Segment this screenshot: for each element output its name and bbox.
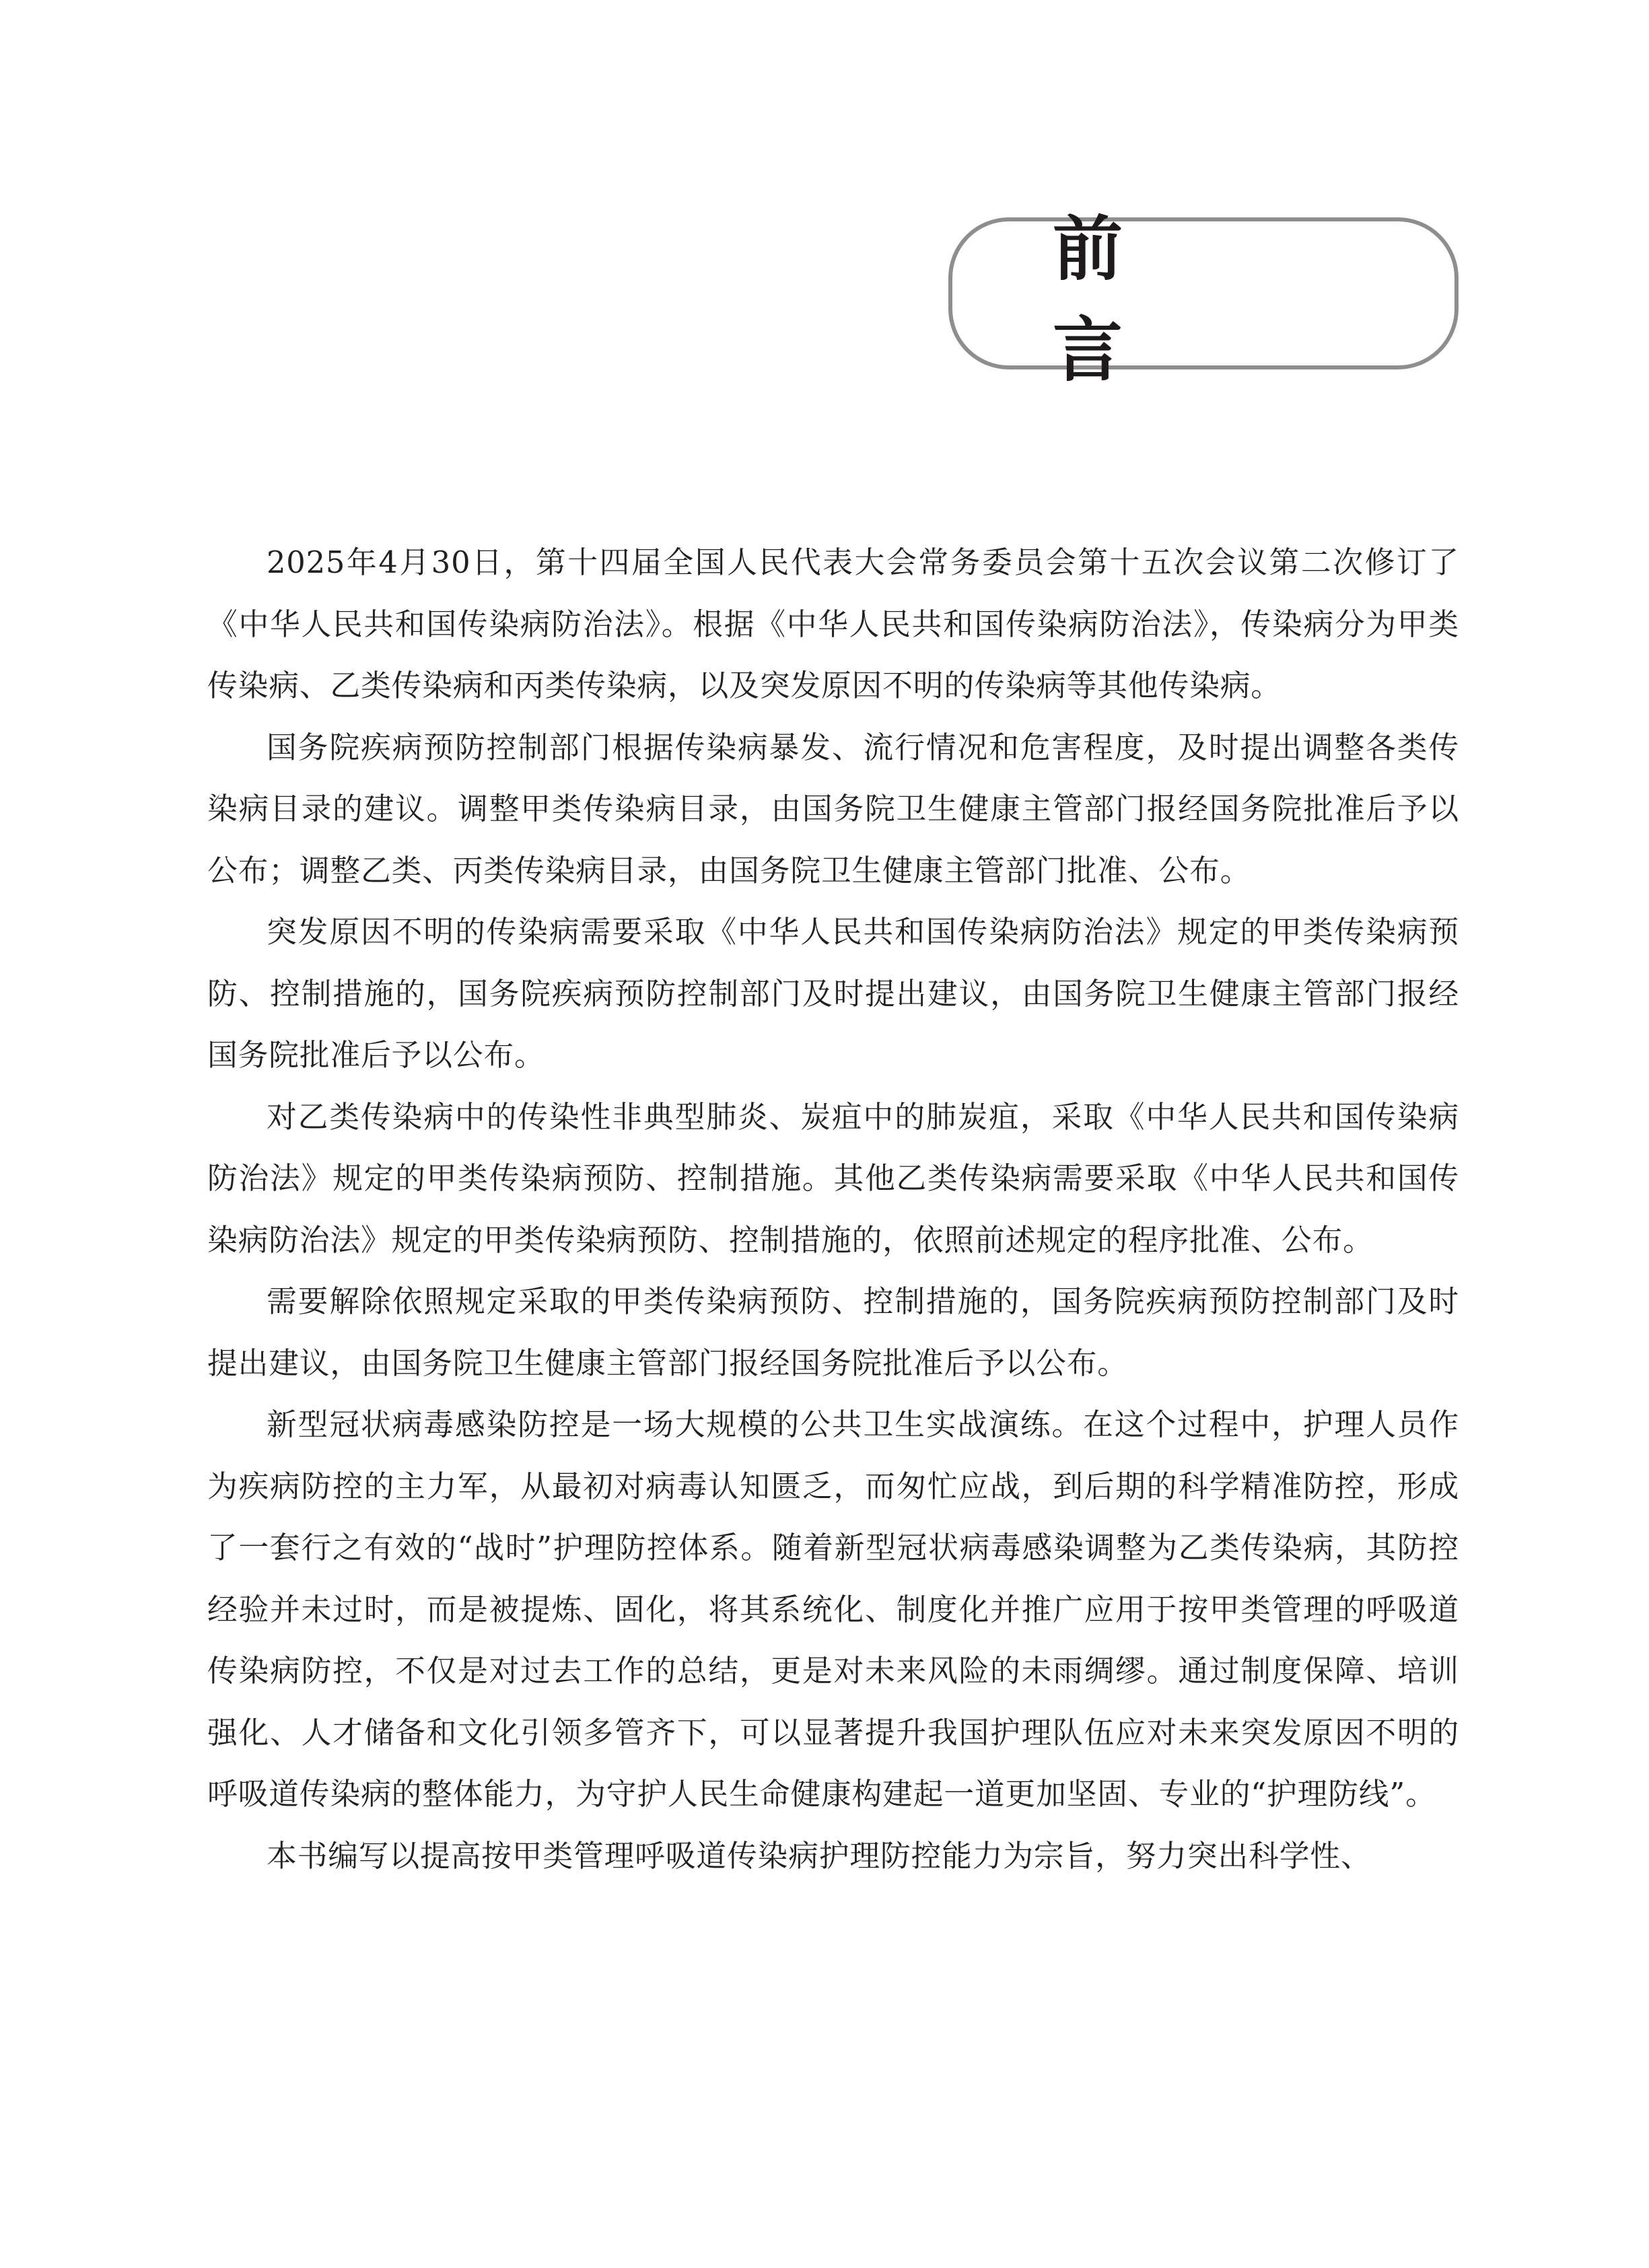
preface-body [207,532,1459,1886]
paragraph-4: 对乙类传染病中的传染性非典型肺炎、炭疽中的肺炭疽，采取《中华人民共和国传染病防治法》规定的甲类传染病预防、控制措施。其他乙类传染病需要采取《中华人民共和国传染病防治法》规定的甲类传染病预防、控制措施的，依照前述规定的程序批准、公布。 [207,1098,1459,1258]
paragraph-1: 2025年4月30日，第十四届全国人民代表大会常务委员会第十五次会议第二次修订了《中华人民共和国传染病防治法》。根据《中华人民共和国传染病防治法》，传染病分为甲类传染病、乙类传染病和丙类传染病，以及突发原因不明的传染病等其他传染病。 [207,544,1459,703]
page-title: 前 言 [1053,208,1516,391]
paragraph-5: 需要解除依照规定采取的甲类传染病预防、控制措施的，国务院疾病预防控制部门及时提出建议，由国务院卫生健康主管部门报经国务院批准后予以公布。 [207,1283,1459,1381]
paragraph-6: 新型冠状病毒感染防控是一场大规模的公共卫生实战演练。在这个过程中，护理人员作为疾病防控的主力军，从最初对病毒认知匮乏，而匆忙应战，到后期的科学精准防控，形成了一套行之有效的“战时”护理防控体系。随着新型冠状病毒感染调整为乙类传染病，其防控经验并未过时，而是被提炼、固化，将其系统化、制度化并推广应用于按甲类管理的呼吸道传染病防控，不仅是对过去工作的总结，更是对未来风险的未雨绸缪。通过制度保障、培训强化、人才储备和文化引领多管齐下，可以显著提升我国护理队伍应对未来突发原因不明的呼吸道传染病的整体能力，为守护人民生命健康构建起一道更加坚固、专业的“护理防线”。 [207,1407,1459,1812]
paragraph-2: 国务院疾病预防控制部门根据传染病暴发、流行情况和危害程度，及时提出调整各类传染病目录的建议。调整甲类传染病目录，由国务院卫生健康主管部门报经国务院批准后予以公布；调整乙类、丙类传染病目录，由国务院卫生健康主管部门批准、公布。 [207,729,1459,888]
paragraph-7: 本书编写以提高按甲类管理呼吸道传染病护理防控能力为宗旨，努力突出科学性、 [267,1837,1372,1874]
paragraph-3: 突发原因不明的传染病需要采取《中华人民共和国传染病防治法》规定的甲类传染病预防、控制措施的，国务院疾病预防控制部门及时提出建议，由国务院卫生健康主管部门报经国务院批准后予以公布。 [207,914,1459,1073]
preface-title-box [948,208,1516,391]
